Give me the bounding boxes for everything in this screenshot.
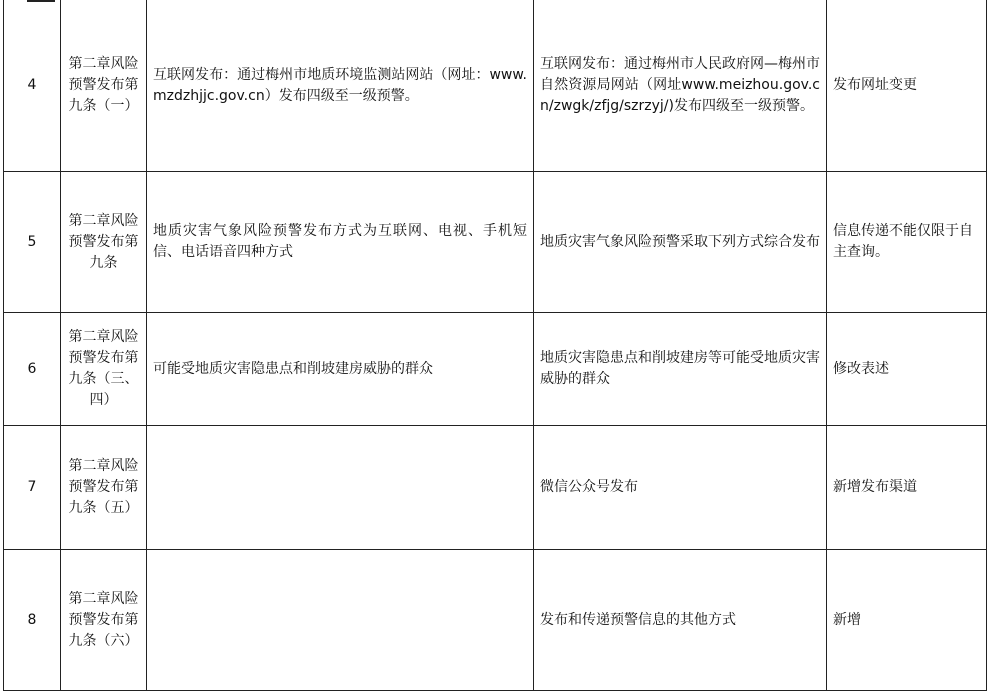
revision-note: 信息传递不能仅限于自主查询。 [827,172,987,313]
row-number: 6 [4,313,61,426]
original-text [147,550,534,691]
row-number: 5 [4,172,61,313]
chapter-clause: 第二章风险预警发布第九条 [61,172,147,313]
revised-text: 互联网发布：通过梅州市人民政府网—梅州市自然资源局网站（网址www.meizhou.gov.cn/zwgk/zfjg/szrzyj/)发布四级至一级预警。 [534,0,827,172]
row-number: 7 [4,426,61,550]
chapter-clause: 第二章风险预警发布第九条（六） [61,550,147,691]
original-text: 地质灾害气象风险预警发布方式为互联网、电视、手机短信、电话语音四种方式 [147,172,534,313]
revised-text: 发布和传递预警信息的其他方式 [534,550,827,691]
original-text: 可能受地质灾害隐患点和削坡建房威胁的群众 [147,313,534,426]
row-number: 4 [4,0,61,172]
row-number: 8 [4,550,61,691]
revision-note: 修改表述 [827,313,987,426]
table-row [4,172,987,313]
table-row [4,550,987,691]
revised-text: 微信公众号发布 [534,426,827,550]
revision-comparison-table [3,0,987,691]
revised-text: 地质灾害隐患点和削坡建房等可能受地质灾害威胁的群众 [534,313,827,426]
revision-note: 新增 [827,550,987,691]
table-row [4,426,987,550]
original-text: 互联网发布：通过梅州市地质环境监测站网站（网址：www.mzdzhjjc.gov.cn）发布四级至一级预警。 [147,0,534,172]
revised-text: 地质灾害气象风险预警采取下列方式综合发布 [534,172,827,313]
chapter-clause: 第二章风险预警发布第九条（五） [61,426,147,550]
original-text [147,426,534,550]
revision-note: 发布网址变更 [827,0,987,172]
table-row [4,0,987,172]
revision-note: 新增发布渠道 [827,426,987,550]
chapter-clause: 第二章风险预警发布第九条（三、四） [61,313,147,426]
chapter-clause: 第二章风险预警发布第九条（一） [61,0,147,172]
table-row [4,313,987,426]
